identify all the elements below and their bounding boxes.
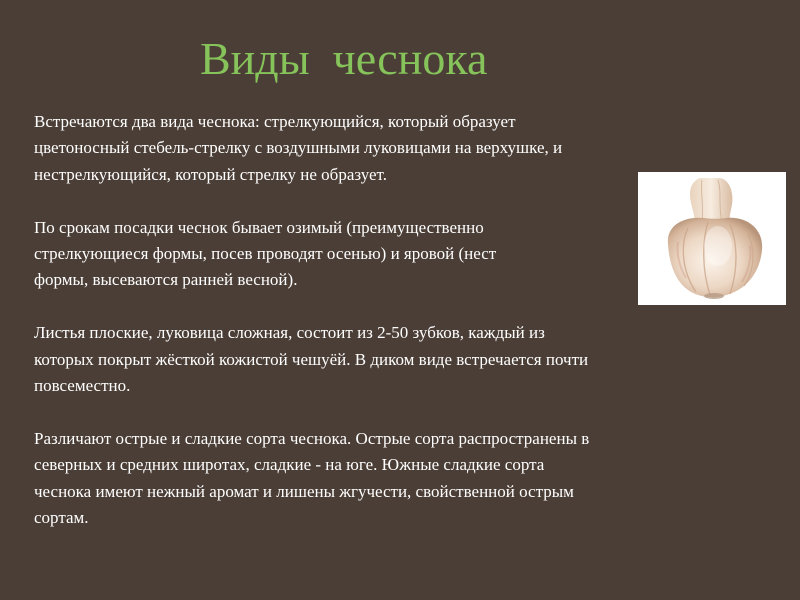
text-line: северных и средних широтах, сладкие - на юге. Южные сладкие сорта	[34, 455, 545, 475]
text-line: Встречаются два вида чеснока: стрелкующийся, который образует	[34, 112, 516, 131]
paragraph-morphology	[34, 320, 774, 399]
garlic-image	[638, 172, 786, 305]
text-line: нестрелкующийся, который стрелку не образует.	[34, 164, 387, 184]
paragraph-varieties	[34, 426, 774, 532]
text-line: Листья плоские, луковица сложная, состоит из 2-50 зубков, каждый из	[34, 323, 545, 343]
text-line: Различают острые и сладкие сорта чеснока. Острые сорта распространены в	[34, 428, 590, 448]
text-line: сортам.	[34, 508, 89, 528]
garlic-bulb-illustration	[638, 172, 786, 305]
slide-title: Виды чеснока	[200, 33, 488, 84]
text-line: чеснока имеют нежный аромат и лишены жгучести, свойственной острым	[34, 481, 574, 501]
garlic-neck	[690, 178, 732, 224]
text-line: цветоносный стебель-стрелку с воздушными луковицами на верхушке, и	[34, 138, 563, 158]
text-line: стрелкующиеся формы, посев проводят осенью) и яровой (нест	[34, 244, 497, 264]
text-line: которых покрыт жёсткой кожистой чешуёй. В диком виде встречается почти	[34, 349, 589, 369]
text-line: По срокам посадки чеснок бывает озимый (преимущественно	[34, 217, 484, 237]
text-line: повсеместно.	[34, 376, 131, 396]
text-line: формы, высеваются ранней весной).	[34, 270, 298, 290]
